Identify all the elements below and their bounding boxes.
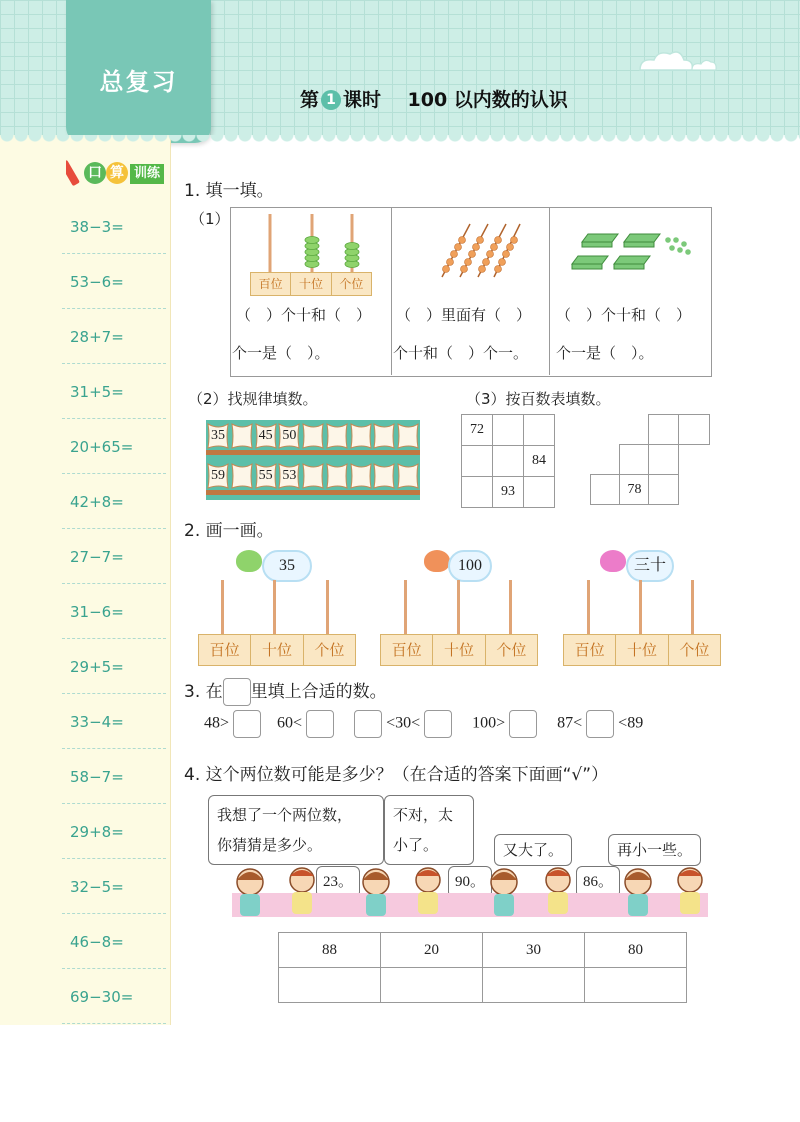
boat-sail[interactable]	[301, 422, 324, 456]
q3-title-suffix: 里填上合适的数。	[250, 682, 387, 702]
drill-item: 28+7=	[62, 310, 166, 364]
drill-item: 32−5=	[62, 860, 166, 914]
drill-item: 38−3=	[62, 200, 166, 254]
check-cell[interactable]	[381, 968, 483, 1003]
chart2-cell[interactable]	[648, 414, 679, 445]
chart2-cell[interactable]	[648, 444, 679, 475]
answer-option: 30	[483, 933, 585, 968]
ones-label: 个位	[331, 273, 371, 295]
drill-item: 29+5=	[62, 640, 166, 694]
sticks-bundle-icon	[432, 222, 522, 282]
q3-item-4: 100>	[472, 714, 506, 732]
hundred-chart-1	[461, 414, 555, 508]
blank-box-icon	[223, 678, 251, 706]
lesson-prefix: 第	[300, 89, 320, 111]
check-cell[interactable]	[483, 968, 585, 1003]
chart1-cell: 72	[462, 415, 493, 446]
box3-line2: 个一是（ ）。	[556, 344, 654, 362]
q3-title	[184, 677, 387, 706]
answer-box[interactable]	[424, 710, 452, 738]
q3-item-6: <89	[618, 714, 644, 732]
bird-icon	[424, 550, 450, 572]
guess-bubble-3: 86。	[576, 866, 620, 898]
chart1-cell[interactable]	[493, 446, 524, 477]
boat-sail[interactable]	[325, 422, 348, 456]
boat-sail	[206, 462, 229, 496]
chart1-cell[interactable]	[524, 477, 555, 508]
cloud-number-2: 100	[448, 550, 492, 582]
chart1-cell: 84	[524, 446, 555, 477]
q1-title: 1. 填一填。	[184, 181, 274, 201]
q1-part2-label: （2）找规律填数。	[188, 390, 318, 408]
children-illustration	[232, 864, 708, 920]
answer-box[interactable]	[354, 710, 382, 738]
boat-sail	[254, 422, 277, 456]
boat-number: 45	[258, 428, 273, 443]
boat-number: 53	[282, 468, 297, 483]
boat-row-2	[206, 462, 420, 496]
box1-line1: （ ）个十和（ ）	[236, 306, 372, 324]
boat-sail[interactable]	[301, 462, 324, 496]
answer-box[interactable]	[306, 710, 334, 738]
q3-item-5: 87<	[557, 714, 583, 732]
hundreds-label: 百位	[574, 641, 605, 659]
boat-sail[interactable]	[325, 462, 348, 496]
boat-sail[interactable]	[372, 422, 395, 456]
abacus-rod	[509, 580, 512, 634]
drill-item: 33−4=	[62, 695, 166, 749]
chart1-cell[interactable]	[462, 477, 493, 508]
hundreds-label: 百位	[209, 641, 240, 659]
bubble2-line2: 小了。	[393, 836, 439, 854]
boat-sail	[277, 422, 300, 456]
boat-number: 35	[211, 428, 225, 443]
speech-bubble-1	[208, 795, 384, 865]
guess-bubble-2: 90。	[448, 866, 492, 898]
answer-box[interactable]	[586, 710, 614, 738]
cloud-number-3: 三十	[626, 550, 674, 582]
place-value-bar-1	[198, 634, 356, 666]
mental-math-badge	[70, 158, 174, 192]
answer-box[interactable]	[509, 710, 537, 738]
answer-box[interactable]	[233, 710, 261, 738]
q3-item-1: 48>	[204, 714, 230, 732]
check-cell[interactable]	[585, 968, 687, 1003]
place-value-bar-3	[563, 634, 721, 666]
ones-label: 个位	[303, 635, 355, 665]
q3-title-prefix: 3. 在	[184, 682, 223, 702]
lesson-suffix: 课时	[343, 89, 382, 111]
lesson-title	[300, 85, 568, 112]
tens-label: 十位	[432, 635, 484, 665]
abacus-rod	[221, 580, 224, 634]
drill-item: 69−30=	[62, 970, 166, 1024]
drill-item: 31+5=	[62, 365, 166, 419]
bird-icon	[236, 550, 262, 572]
chart2-cell[interactable]	[678, 414, 710, 445]
box3-line1: （ ）个十和（ ）	[556, 306, 692, 324]
q2-title: 2. 画一画。	[184, 521, 274, 541]
badge-char-1: 口	[84, 162, 106, 184]
abacus-rod	[273, 580, 276, 634]
badge-char-2: 算	[106, 162, 128, 184]
cloud-number-1: 35	[262, 550, 312, 582]
lesson-topic: 100 以内数的认识	[407, 89, 568, 111]
abacus-rod	[326, 580, 329, 634]
tens-blocks-icon	[568, 226, 698, 278]
divider	[549, 207, 550, 375]
chart2-cell[interactable]	[619, 444, 650, 475]
chart2-cell[interactable]	[648, 474, 679, 505]
box1-line2: 个一是（ ）。	[232, 344, 330, 362]
abacus-rod	[639, 580, 642, 634]
divider	[391, 207, 392, 375]
box2-line1: （ ）里面有（ ）	[396, 306, 532, 324]
bubble1-line2: 你猜猜是多少。	[217, 836, 323, 854]
abacus-rod	[691, 580, 694, 634]
place-value-bar-2	[380, 634, 538, 666]
ones-label: 个位	[485, 635, 537, 665]
boat-row-1	[206, 422, 420, 456]
abacus-rod	[587, 580, 590, 634]
q3-items	[204, 710, 643, 738]
tens-label: 十位	[250, 635, 302, 665]
drill-item: 27−7=	[62, 530, 166, 584]
drill-item: 53−6=	[62, 255, 166, 309]
q4-title: 4. 这个两位数可能是多少？（在合适的答案下面画“√”）	[184, 765, 609, 785]
chart1-cell[interactable]	[493, 415, 524, 446]
answer-option: 80	[585, 933, 687, 968]
box2-line2: 个十和（ ）个一。	[393, 344, 529, 362]
speech-bubble-4: 再小一些。	[608, 834, 701, 866]
lesson-number: 1	[321, 90, 341, 110]
drill-item: 42+8=	[62, 475, 166, 529]
q1-part1-label: （1）	[190, 210, 230, 228]
boat-sail[interactable]	[230, 462, 253, 496]
boat-number: 59	[211, 468, 225, 483]
chart1-cell[interactable]	[462, 446, 493, 477]
boat-sail[interactable]	[372, 462, 395, 496]
boat-sail[interactable]	[349, 462, 372, 496]
chart2-cell[interactable]	[590, 474, 621, 505]
drill-item: 46−8=	[62, 915, 166, 969]
speech-bubble-2	[384, 795, 474, 865]
bubble1-line1: 我想了一个两位数，	[217, 806, 353, 824]
drill-item: 20+65=	[62, 420, 166, 474]
abacus-rod	[404, 580, 407, 634]
tens-label: 十位	[290, 273, 330, 295]
boat-sail	[254, 462, 277, 496]
chart1-cell[interactable]	[524, 415, 555, 446]
drill-item: 29+8=	[62, 805, 166, 859]
bubble2-line1: 不对，太	[393, 806, 454, 824]
boat-sail	[277, 462, 300, 496]
drill-item: 58−7=	[62, 750, 166, 804]
drill-item: 31−6=	[62, 585, 166, 639]
guess-bubble-1: 23。	[316, 866, 360, 898]
section-tab-label: 总复习	[99, 68, 178, 96]
boat-sail	[206, 422, 229, 456]
answer-option: 20	[381, 933, 483, 968]
badge-char-3: 训练	[130, 164, 164, 184]
chart1-cell: 93	[493, 477, 524, 508]
answer-option: 88	[279, 933, 381, 968]
ones-label: 个位	[668, 635, 720, 665]
answer-table	[278, 932, 687, 1003]
speech-bubble-3: 又大了。	[494, 834, 572, 866]
hundreds-label: 百位	[258, 277, 283, 291]
tens-label: 十位	[615, 635, 667, 665]
boat-number: 50	[282, 428, 297, 443]
boat-sail[interactable]	[396, 422, 419, 456]
abacus-rod	[457, 580, 460, 634]
hundreds-label: 百位	[391, 641, 422, 659]
bird-icon	[600, 550, 626, 572]
boat-sail[interactable]	[230, 422, 253, 456]
chart2-cell-value: 78	[619, 474, 650, 505]
q3-item-3: <30<	[386, 714, 421, 732]
check-cell[interactable]	[279, 968, 381, 1003]
boat-number: 55	[258, 468, 273, 483]
boat-sail[interactable]	[349, 422, 372, 456]
cloud-icon	[630, 40, 720, 80]
place-value-bar	[250, 272, 372, 296]
boat-sail[interactable]	[396, 462, 419, 496]
q3-item-2: 60<	[277, 714, 303, 732]
scallop-edge	[0, 135, 800, 149]
q1-part3-label: （3）按百数表填数。	[466, 390, 611, 408]
